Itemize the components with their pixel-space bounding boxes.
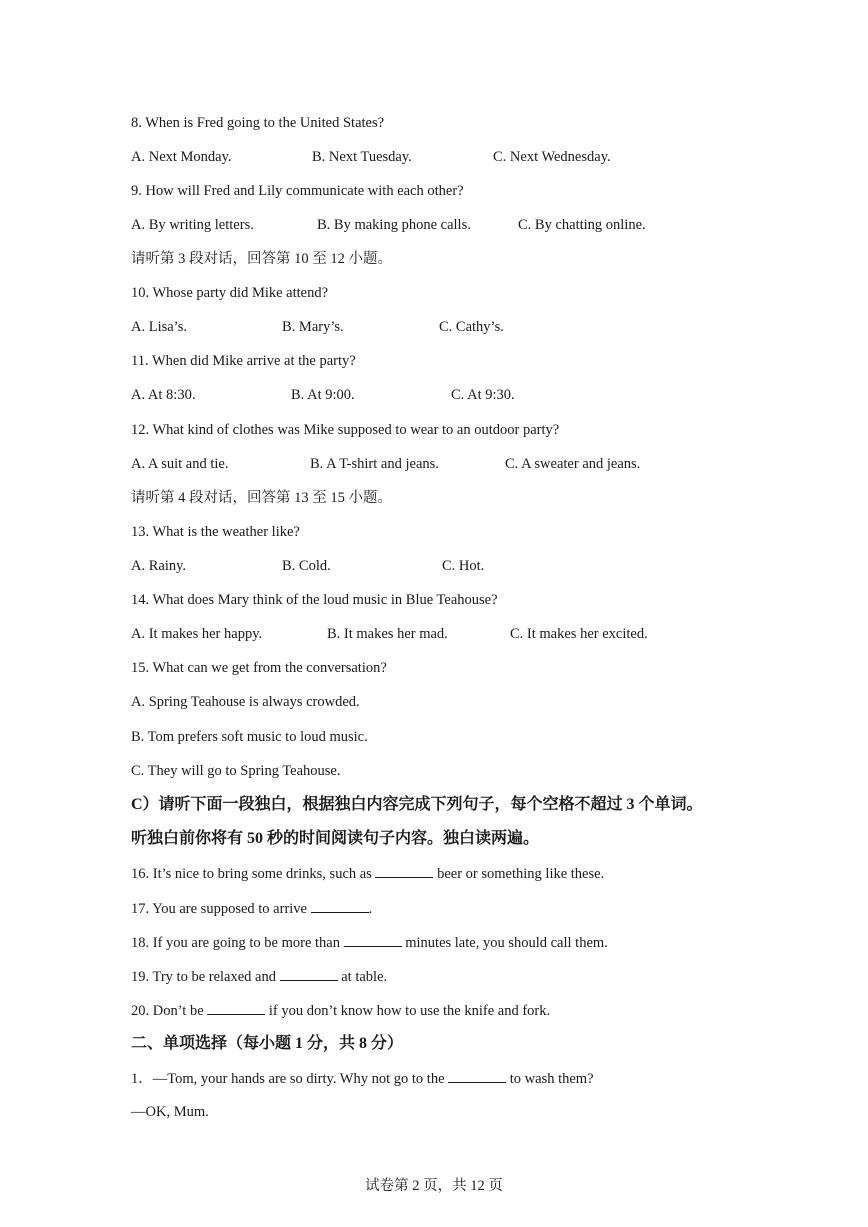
option-a: A. It makes her happy. [131, 626, 263, 642]
answer-blank [375, 863, 433, 878]
option-b: B. Mary’s. [282, 319, 344, 335]
option-c: C. It makes her excited. [510, 626, 648, 642]
question-8-stem: 8. When is Fred going to the United States? [131, 115, 385, 131]
question-11-options [131, 385, 731, 405]
option-c: C. A sweater and jeans. [505, 456, 641, 472]
question-11-stem: 11. When did Mike arrive at the party? [131, 353, 356, 369]
question-18-text-end: minutes late, you should call them. [401, 935, 608, 951]
question-17-text: 17. You are supposed to arrive [131, 901, 311, 917]
section-2-heading: 二、单项选择（每小题 1 分，共 8 分） [131, 1035, 404, 1052]
option-b: B. By making phone calls. [317, 217, 471, 233]
option-b: B. A T-shirt and jeans. [310, 456, 439, 472]
question-9-options [131, 215, 731, 235]
instruction-dialogue-4: 请听第 4 段对话，回答第 13 至 15 小题。 [131, 490, 392, 506]
question-19 [131, 966, 387, 987]
instruction-dialogue-3: 请听第 3 段对话，回答第 10 至 12 小题。 [131, 251, 392, 267]
option-a: A. By writing letters. [131, 217, 254, 233]
question-16 [131, 863, 604, 884]
question-8-options [131, 147, 731, 167]
section-c-instruction-line1: C）请听下面一段独白，根据独白内容完成下列句子，每个空格不超过 3 个单词。 [131, 796, 703, 813]
question-13-options [131, 556, 731, 576]
option-c: C. Next Wednesday. [493, 149, 611, 165]
question-10-options [131, 317, 731, 337]
option-b: B. Next Tuesday. [312, 149, 412, 165]
question-18 [131, 932, 608, 953]
question-20 [131, 1000, 550, 1021]
option-b: B. At 9:00. [291, 387, 355, 403]
single-choice-1-text-end: to wash them? [506, 1071, 594, 1087]
page-footer: 试卷第 2 页，共 12 页 [365, 1178, 503, 1194]
question-9-stem: 9. How will Fred and Lily communicate with each other? [131, 183, 464, 199]
single-choice-1 [131, 1068, 594, 1089]
option-b: B. Cold. [282, 558, 331, 574]
option-c: C. At 9:30. [451, 387, 515, 403]
question-15-option-b: B. Tom prefers soft music to loud music. [131, 729, 368, 745]
question-12-options [131, 454, 731, 474]
answer-blank [311, 898, 369, 913]
answer-blank [280, 966, 338, 981]
option-b: B. It makes her mad. [327, 626, 448, 642]
option-a: A. Lisa’s. [131, 319, 187, 335]
question-19-text-end: at table. [337, 969, 388, 985]
question-14-options [131, 624, 751, 644]
option-a: A. A suit and tie. [131, 456, 229, 472]
question-12-stem: 12. What kind of clothes was Mike supposed to wear to an outdoor party? [131, 422, 560, 438]
question-13-stem: 13. What is the weather like? [131, 524, 300, 540]
option-c: C. Cathy’s. [439, 319, 504, 335]
question-19-text: 19. Try to be relaxed and [131, 969, 280, 985]
question-16-text: 16. It’s nice to bring some drinks, such as [131, 866, 376, 882]
question-17-text-end: . [368, 901, 373, 917]
single-choice-1-reply: —OK, Mum. [131, 1104, 209, 1120]
question-20-text-end: if you don’t know how to use the knife and fork. [265, 1003, 551, 1019]
option-a: A. Next Monday. [131, 149, 232, 165]
question-10-stem: 10. Whose party did Mike attend? [131, 285, 329, 301]
question-14-stem: 14. What does Mary think of the loud music in Blue Teahouse? [131, 592, 498, 608]
question-18-text: 18. If you are going to be more than [131, 935, 344, 951]
single-choice-1-text: 1．—Tom, your hands are so dirty. Why not go to the [131, 1071, 449, 1087]
question-15-option-a: A. Spring Teahouse is always crowded. [131, 694, 360, 710]
answer-blank [344, 932, 402, 947]
answer-blank [448, 1068, 506, 1083]
question-15-stem: 15. What can we get from the conversation? [131, 660, 387, 676]
answer-blank [207, 1000, 265, 1015]
question-20-text: 20. Don’t be [131, 1003, 208, 1019]
question-16-text-end: beer or something like these. [433, 866, 605, 882]
section-c-instruction-line2: 听独白前你将有 50 秒的时间阅读句子内容。独白读两遍。 [131, 830, 540, 847]
option-c: C. By chatting online. [518, 217, 646, 233]
option-a: A. At 8:30. [131, 387, 196, 403]
question-17 [131, 898, 372, 919]
question-15-option-c: C. They will go to Spring Teahouse. [131, 763, 341, 779]
option-a: A. Rainy. [131, 558, 187, 574]
option-c: C. Hot. [442, 558, 485, 574]
